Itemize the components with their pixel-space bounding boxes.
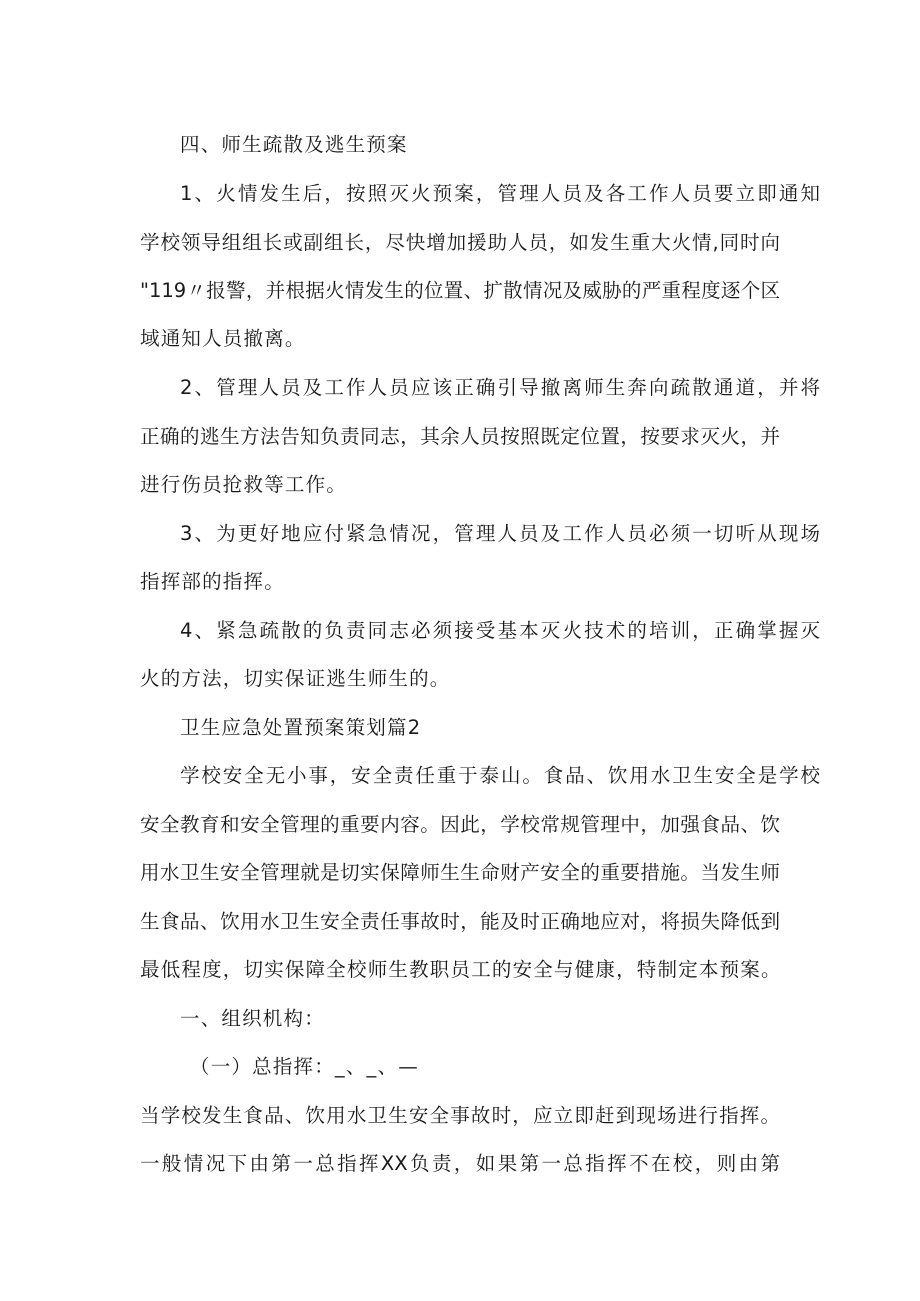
- paragraph-line: 一般情况下由第一总指挥XX负责，如果第一总指挥不在校，则由第: [140, 1152, 780, 1175]
- paragraph-line: 火的方法，切实保证逃生师生的。: [140, 667, 451, 690]
- paragraph-line: 3、为更好地应付紧急情况，管理人员及工作人员必须一切听从现场: [180, 522, 820, 545]
- paragraph-line: 2、管理人员及工作人员应该正确引导撤离师生奔向疏散通道，并将: [180, 376, 820, 399]
- paragraph-line: 学校安全无小事，安全责任重于泰山。食品、饮用水卫生安全是学校: [180, 764, 820, 787]
- paragraph-line: 1、火情发生后，按照灭火预案，管理人员及各工作人员要立即通知: [180, 182, 820, 205]
- paragraph-line: "119〃报警，并根据火情发生的位置、扩散情况及威胁的严重程度逐个区: [140, 279, 780, 302]
- section-heading: 一、组织机构：: [180, 1007, 325, 1030]
- paragraph-line: 4、紧急疏散的负责同志必须接受基本灭火技术的培训，正确掌握灭: [180, 619, 820, 642]
- article-title: 卫生应急处置预案策划篇2: [180, 716, 422, 739]
- paragraph-line: 当学校发生食品、饮用水卫生安全事故时，应立即赶到现场进行指挥。: [140, 1104, 780, 1127]
- paragraph-line: 安全教育和安全管理的重要内容。因此，学校常规管理中，加强食品、饮: [140, 813, 780, 836]
- paragraph-line: 用水卫生安全管理就是切实保障师生生命财产安全的重要措施。当发生师: [140, 861, 780, 884]
- section-heading: 四、师生疏散及逃生预案: [180, 133, 408, 156]
- paragraph-line: 正确的逃生方法告知负责同志，其余人员按照既定位置，按要求灭火，并: [140, 425, 780, 448]
- paragraph-line: 学校领导组组长或副组长，尽快增加援助人员，如发生重大火情,同时向: [140, 231, 780, 254]
- paragraph-line: 域通知人员撤离。: [140, 327, 306, 350]
- paragraph-line: 生食品、饮用水卫生安全责任事故时，能及时正确地应对，将损失降低到: [140, 910, 780, 933]
- paragraph-line: 进行伤员抢救等工作。: [140, 473, 348, 496]
- paragraph-line: 最低程度，切实保障全校师生教职员工的安全与健康，特制定本预案。: [140, 958, 782, 981]
- sub-heading: （一）总指挥：_、_、—: [190, 1055, 419, 1078]
- paragraph-line: 指挥部的指挥。: [140, 570, 285, 593]
